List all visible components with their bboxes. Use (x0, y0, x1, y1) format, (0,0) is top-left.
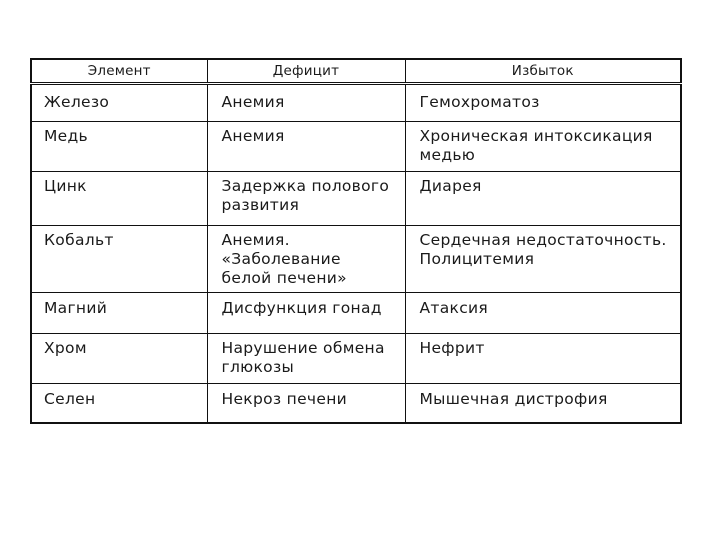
cell-excess: Сердечная недостаточность. Полицитемия (405, 226, 681, 293)
header-element: Элемент (31, 59, 207, 84)
cell-deficit: Анемия (207, 122, 405, 172)
cell-element: Железо (31, 84, 207, 122)
table-row (31, 84, 681, 122)
header-excess: Избыток (405, 59, 681, 84)
table-row (31, 334, 681, 384)
cell-deficit: Задержка полового развития (207, 172, 405, 226)
table-row (31, 293, 681, 334)
trace-elements-table (30, 58, 682, 424)
header-deficit: Дефицит (207, 59, 405, 84)
cell-excess: Нефрит (405, 334, 681, 384)
cell-element: Цинк (31, 172, 207, 226)
cell-excess: Гемохроматоз (405, 84, 681, 122)
cell-element: Хром (31, 334, 207, 384)
table-row (31, 122, 681, 172)
table-row (31, 172, 681, 226)
cell-deficit: Некроз печени (207, 384, 405, 424)
cell-element: Медь (31, 122, 207, 172)
cell-excess: Мышечная дистрофия (405, 384, 681, 424)
cell-excess: Атаксия (405, 293, 681, 334)
header-row (31, 59, 681, 84)
cell-deficit: Нарушение обмена глюкозы (207, 334, 405, 384)
cell-excess: Хроническая интоксикация медью (405, 122, 681, 172)
cell-element: Селен (31, 384, 207, 424)
cell-element: Кобальт (31, 226, 207, 293)
cell-deficit: Анемия (207, 84, 405, 122)
table-header (31, 59, 681, 84)
cell-deficit: Дисфункция гонад (207, 293, 405, 334)
table-row (31, 384, 681, 424)
table-body (31, 84, 681, 424)
cell-excess: Диарея (405, 172, 681, 226)
cell-deficit: Анемия. «Заболевание белой печени» (207, 226, 405, 293)
cell-element: Магний (31, 293, 207, 334)
table-row (31, 226, 681, 293)
